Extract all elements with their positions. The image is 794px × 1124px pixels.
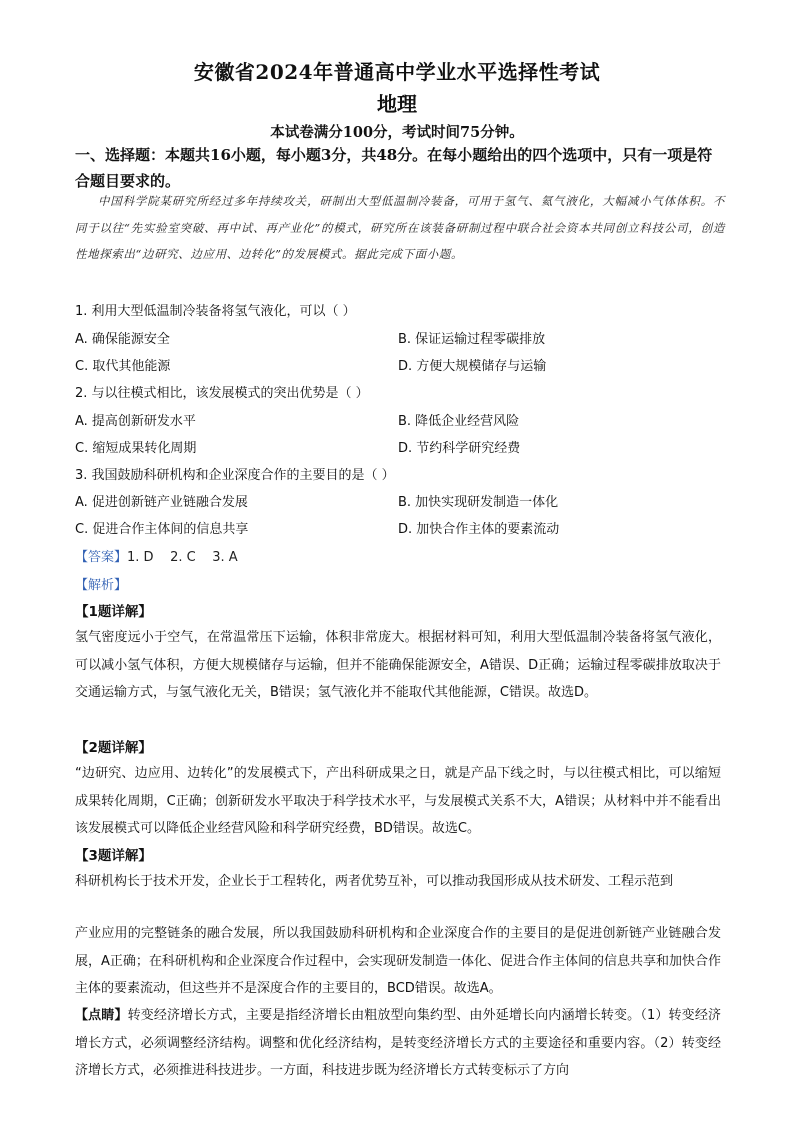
answer-value: 1. D 2. C 3. A [127, 550, 238, 565]
question-3-option-d: D. 加快合作主体的要素流动 [398, 522, 560, 537]
exam-title: 安徽省2024年普通高中学业水平选择性考试 [193, 60, 601, 84]
key-point-text: 转变经济增长方式，主要是指经济增长由粗放型向集约型、由外延增长向内涵增长转变。（1）转变经济增长方式，必须调整经济结构。调整和优化经济结构，是转变经济增长方式的主要途径和重要内容。（2）转变经济增长方式，必须推进科技进步。一方面，科技进步既为经济增长方式转变标示了方向 [75, 1008, 721, 1078]
q3-detail-heading: 【3题详解】 [75, 848, 152, 864]
question-3-option-a: A. 促进创新链产业链融合发展 [75, 495, 248, 510]
question-3-option-b: B. 加快实现研发制造一体化 [398, 495, 559, 510]
question-1-option-c: C. 取代其他能源 [75, 359, 171, 374]
question-1-option-d: D. 方便大规模储存与运输 [398, 359, 547, 374]
question-1-option-a: A. 确保能源安全 [75, 332, 170, 347]
question-2-option-c: C. 缩短成果转化周期 [75, 441, 197, 456]
question-1-option-b: B. 保证运输过程零碳排放 [398, 332, 546, 347]
q1-detail-text: 氢气密度远小于空气，在常温常压下运输，体积非常庞大。根据材料可知，利用大型低温制冷装备将氢气液化，可以减小氢气体积，方便大规模储存与运输，但并不能确保能源安全，A错误、D正确；运输过程零碳排放取决于交通运输方式，与氢气液化无关，B错误；氢气液化并不能取代其他能源，C错误。故选D。 [75, 630, 721, 700]
answer-tag: 【答案】 [75, 550, 128, 565]
q3-detail-text-a: 科研机构长于技术开发，企业长于工程转化，两者优势互补，可以推动我国形成从技术研发、工程示范到 [75, 874, 674, 889]
q1-detail-heading: 【1题详解】 [75, 604, 152, 620]
answer-line [75, 548, 238, 568]
q3-detail-text-b: 产业应用的完整链条的融合发展，所以我国鼓励科研机构和企业深度合作的主要目的是促进创新链产业链融合发展，A正确；在科研机构和企业深度合作过程中，会实现研发制造一体化、促进合作主体间的信息共享和加快合作主体的要素流动，但这些并不是深度合作的主要目的，BCD错误。故选A。 [75, 926, 721, 996]
reading-material: 中国科学院某研究所经过多年持续攻关，研制出大型低温制冷装备，可用于氢气、氦气液化，大幅减小气体体积。不同于以往“先实验室突破、再中试、再产业化”的模式，研究所在该装备研制过程中联合社会资本共同创立科技公司，创造性地探索出“边研究、边应用、边转化”的发展模式。据此完成下面小题。 [75, 194, 725, 261]
key-point-tag: 【点睛】 [75, 1008, 128, 1023]
exam-info: 本试卷满分100分，考试时间75分钟。 [270, 124, 524, 141]
question-2-option-b: B. 降低企业经营风险 [398, 414, 520, 429]
section-heading: 一、选择题：本题共16小题，每小题3分，共48分。在每小题给出的四个选项中，只有一项是符合题目要求的。 [75, 146, 713, 190]
analysis-line [75, 576, 127, 596]
question-2-option-d: D. 节约科学研究经费 [398, 441, 521, 456]
analysis-tag: 【解析】 [75, 578, 128, 593]
question-3-option-c: C. 促进合作主体间的信息共享 [75, 522, 249, 537]
question-2-option-a: A. 提高创新研发水平 [75, 414, 196, 429]
question-2-stem: 2. 与以往模式相比，该发展模式的突出优势是（ ） [75, 386, 369, 401]
subject-title: 地理 [377, 92, 417, 116]
question-1-stem: 1. 利用大型低温制冷装备将氢气液化，可以（ ） [75, 304, 356, 319]
q2-detail-heading: 【2题详解】 [75, 740, 152, 756]
q2-detail-text: “边研究、边应用、边转化”的发展模式下，产出科研成果之日，就是产品下线之时，与以往模式相比，可以缩短成果转化周期，C正确；创新研发水平取决于科学技术水平，与发展模式关系不大，A错误；从材料中并不能看出该发展模式可以降低企业经营风险和科学研究经费，BD错误。故选C。 [75, 766, 721, 836]
question-3-stem: 3. 我国鼓励科研机构和企业深度合作的主要目的是（ ） [75, 468, 395, 483]
key-point-paragraph [75, 1002, 721, 1085]
